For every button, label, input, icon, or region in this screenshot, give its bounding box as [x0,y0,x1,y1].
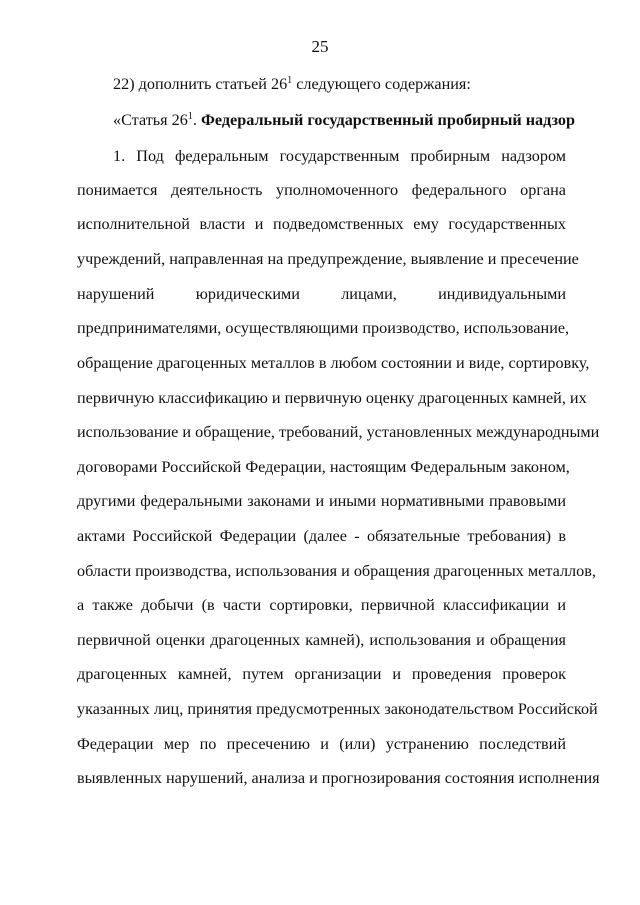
article-heading-superscript: 1 [187,111,193,122]
body-line: учреждений, направленная на предупреждение, выявление и пресечение [77,250,579,268]
amendment-item-superscript: 1 [287,75,293,86]
body-line: нарушений юридическими лицами, индивидуальными [77,285,566,303]
page-number: 25 [311,37,329,56]
body-line: использование и обращение, требований, установленных международными [77,423,600,441]
body-line: понимается деятельность уполномоченного федерального органа [77,181,566,199]
body-line: а также добычи (в части сортировки, первичной классификации и [77,596,566,614]
body-line: Федерации мер по пресечению и (или) устранению последствий [77,735,566,753]
body-line: указанных лиц, принятия предусмотренных законодательством Российской [77,700,598,718]
amendment-item-intro [113,74,566,94]
amendment-item-prefix: 22) дополнить статьей 26 [113,75,288,93]
body-line: выявленных нарушений, анализа и прогнозирования состояния исполнения [77,769,600,787]
body-line: обращение драгоценных металлов в любом состоянии и виде, сортировку, [77,354,590,372]
body-line: 1. Под федеральным государственным пробирным надзором [113,147,566,165]
article-heading-dot: . [192,111,201,129]
body-line: предпринимателями, осуществляющими производство, использование, [77,319,570,337]
article-heading-title: Федеральный государственный пробирный надзор [200,111,576,129]
body-line: первичную классификацию и первичную оценку драгоценных камней, их [77,389,587,407]
article-heading [113,110,576,130]
body-line: области производства, использования и обращения драгоценных металлов, [77,562,596,580]
body-line: исполнительной власти и подведомственных ему государственных [77,215,566,233]
body-line: актами Российской Федерации (далее - обязательные требования) в [77,527,566,545]
body-line: первичной оценки драгоценных камней), использования и обращения [77,631,566,649]
body-line: договорами Российской Федерации, настоящим Федеральным законом, [77,458,570,476]
article-heading-prefix: «Статья 26 [113,111,188,129]
body-line: драгоценных камней, путем организации и проведения проверок [77,665,566,683]
amendment-item-suffix: следующего содержания: [292,75,471,93]
body-line: другими федеральными законами и иными нормативными правовыми [77,492,566,510]
